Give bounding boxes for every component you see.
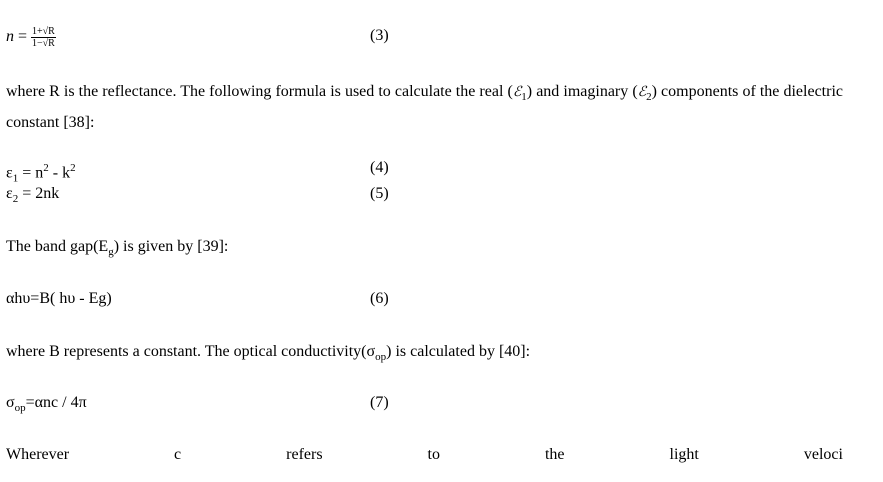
epsilon2-symbol: ℰ <box>637 84 647 100</box>
paragraph-band-gap <box>6 237 228 262</box>
eq7-sigma: σ <box>6 394 15 411</box>
eq3-number: (3) <box>370 27 389 44</box>
eq4-n: = n <box>18 164 44 182</box>
para1-text-2: ) and imaginary ( <box>526 83 638 100</box>
para1-text-3: ) components of the dielectric constant [38]: <box>6 83 843 132</box>
eq4-epsilon: ε <box>6 164 13 182</box>
paragraph-last-line <box>6 445 843 465</box>
word: Wherever <box>6 446 70 463</box>
epsilon2-subscript: 2 <box>646 91 652 104</box>
eq5-rhs: = 2nk <box>18 185 60 202</box>
word: to <box>427 446 440 463</box>
para3-text-2: ) is calculated by [40]: <box>386 343 531 360</box>
word: refers <box>286 446 323 463</box>
eq3-lhs: n <box>6 28 14 46</box>
eq3-numerator: 1+√R <box>32 26 55 37</box>
eq7-sub: op <box>14 402 26 415</box>
eq4-n-sup: 2 <box>43 162 49 174</box>
para2-sub: g <box>108 246 114 259</box>
epsilon1-subscript: 1 <box>521 91 527 104</box>
eq4-k-sup: 2 <box>70 162 76 174</box>
para2-text-2: ) is given by [39]: <box>113 238 229 255</box>
para3-sub: op <box>375 351 387 364</box>
word: the <box>544 446 565 463</box>
eq5-epsilon: ε <box>6 185 13 202</box>
equation-3 <box>6 26 56 49</box>
word: c <box>174 446 182 463</box>
eq7-rhs: =αnc / 4π <box>25 394 87 411</box>
epsilon1-symbol: ℰ <box>512 84 522 100</box>
equation-6: αhυ=B( hυ - Eg) <box>6 290 112 307</box>
para3-text-1: where B represents a constant. The optical conductivity(σ <box>6 343 376 360</box>
eq4-number: (4) <box>370 159 389 176</box>
equation-7 <box>6 393 87 418</box>
eq3-equals: = <box>18 28 28 46</box>
eq3-denominator: 1−√R <box>32 38 55 49</box>
para1-text-1: where R is the reflectance. The following formula is used to calculate the real ( <box>6 83 513 100</box>
eq3-fraction <box>31 26 56 49</box>
eq5-number: (5) <box>370 185 389 202</box>
equation-5 <box>6 184 59 209</box>
para2-text-1: The band gap(E <box>6 238 109 255</box>
eq5-sub: 2 <box>12 193 19 206</box>
paragraph-optical-conductivity <box>6 342 530 367</box>
eq4-k: - k <box>48 164 71 182</box>
word: veloci <box>803 446 843 463</box>
eq6-number: (6) <box>370 290 389 307</box>
eq4-sub: 1 <box>12 172 19 185</box>
eq7-number: (7) <box>370 394 389 411</box>
paragraph-dielectric <box>6 79 843 136</box>
word: light <box>669 446 699 463</box>
